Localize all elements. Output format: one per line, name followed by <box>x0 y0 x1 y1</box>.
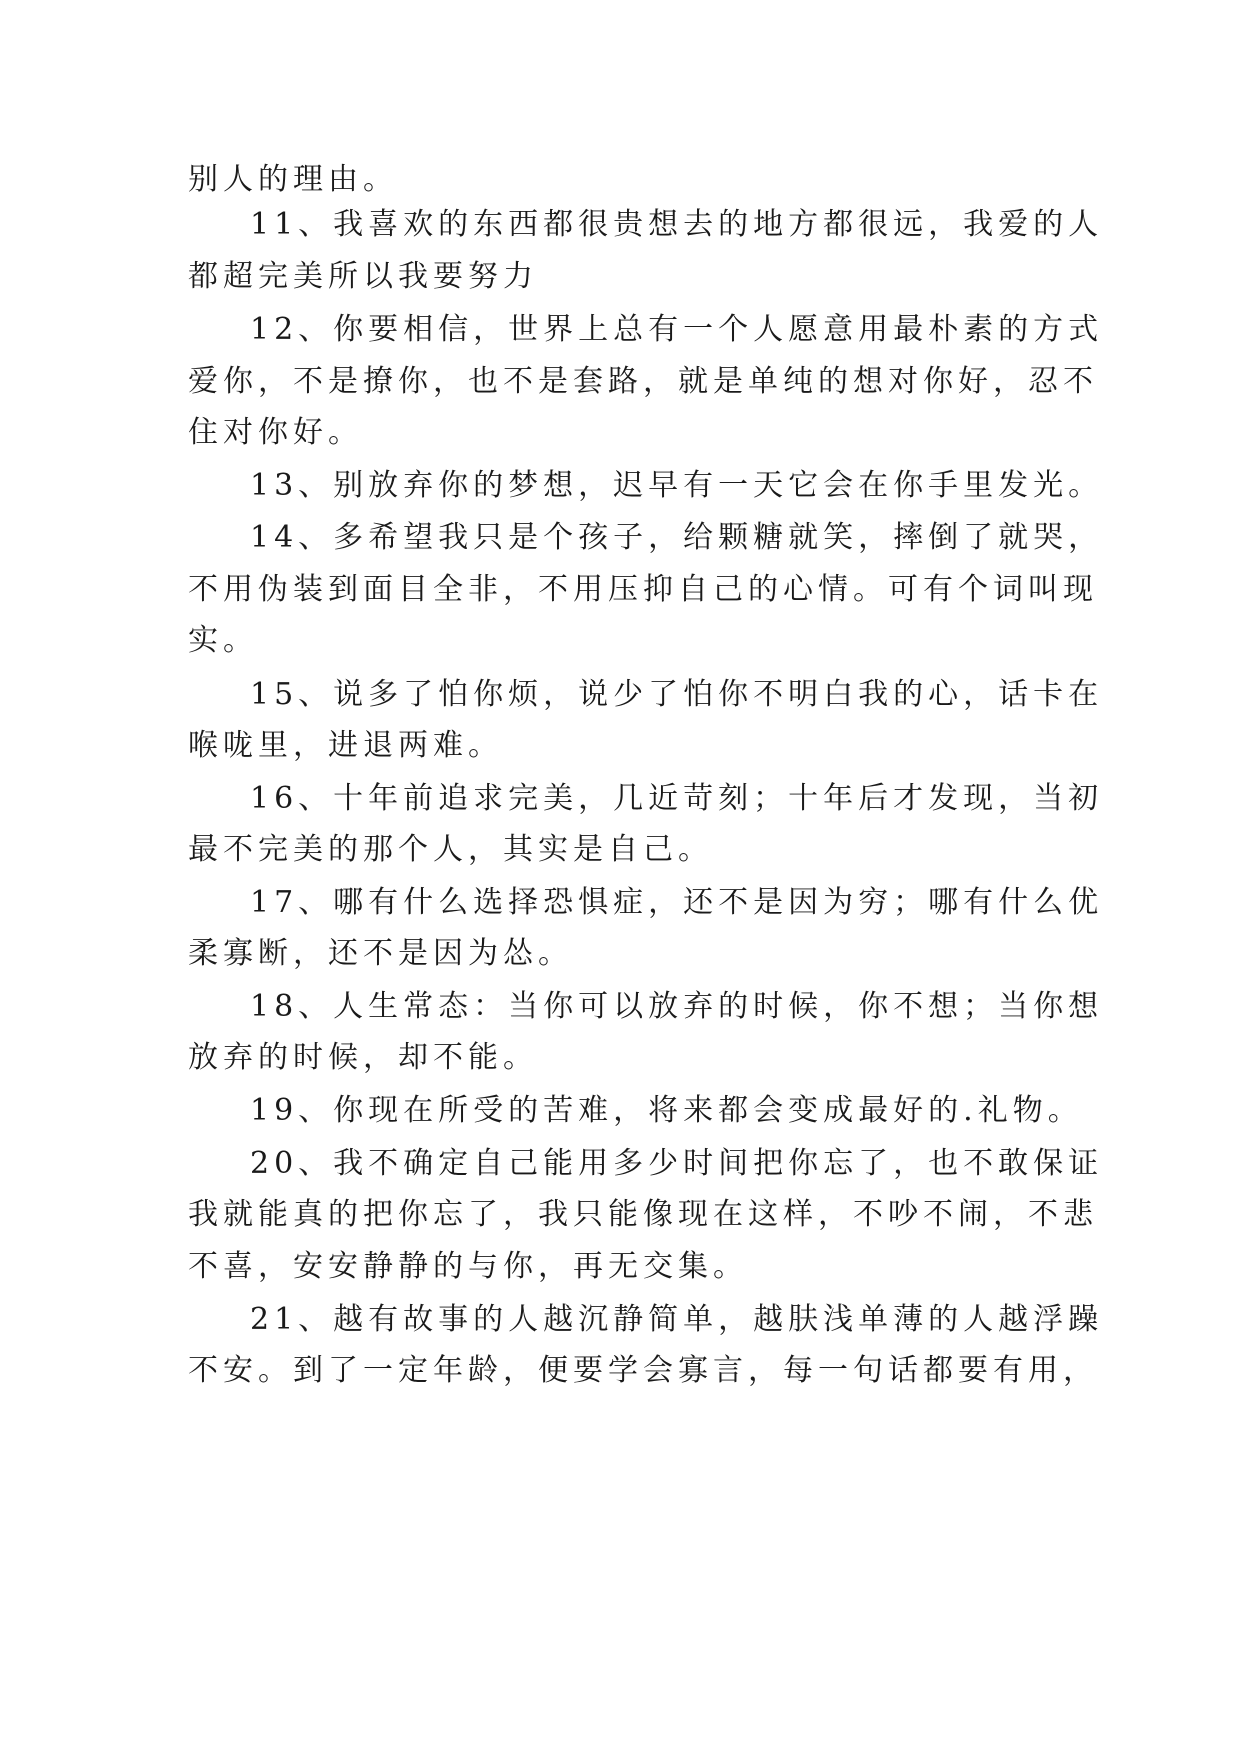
item-16-line-1: 16、十年前追求完美，几近苛刻；十年后才发现，当初 <box>250 781 1104 816</box>
item-20-line-2: 我就能真的把你忘了，我只能像现在这样，不吵不闹，不悲 <box>188 1197 1098 1232</box>
item-15-line-1: 15、说多了怕你烦，说少了怕你不明白我的心，话卡在 <box>250 677 1104 712</box>
item-20-line-1: 20、我不确定自己能用多少时间把你忘了，也不敢保证 <box>250 1146 1104 1181</box>
item-21-line-1: 21、越有故事的人越沉静简单，越肤浅单薄的人越浮躁 <box>250 1302 1104 1337</box>
item-13-line-1: 13、别放弃你的梦想，迟早有一天它会在你手里发光。 <box>250 468 1104 503</box>
item-21-line-2: 不安。到了一定年龄，便要学会寡言，每一句话都要有用， <box>188 1353 1098 1388</box>
item-14-line-2: 不用伪装到面目全非，不用压抑自己的心情。可有个词叫现 <box>188 572 1098 607</box>
item-19-line-1: 19、你现在所受的苦难，将来都会变成最好的.礼物。 <box>250 1093 1083 1128</box>
item-18-line-1: 18、人生常态：当你可以放弃的时候，你不想；当你想 <box>250 989 1104 1024</box>
item-15-line-2: 喉咙里，进退两难。 <box>188 728 503 763</box>
item-12-line-3: 住对你好。 <box>188 415 363 450</box>
item-14-line-3: 实。 <box>188 623 258 658</box>
item-17-line-2: 柔寡断，还不是因为怂。 <box>188 936 573 971</box>
item-17-line-1: 17、哪有什么选择恐惧症，还不是因为穷；哪有什么优 <box>250 885 1104 920</box>
item-12-line-1: 12、你要相信，世界上总有一个人愿意用最朴素的方式 <box>250 312 1104 347</box>
item-14-line-1: 14、多希望我只是个孩子，给颗糖就笑，摔倒了就哭， <box>250 520 1104 555</box>
item-16-line-2: 最不完美的那个人，其实是自己。 <box>188 832 713 867</box>
item-12-line-2: 爱你，不是撩你，也不是套路，就是单纯的想对你好，忍不 <box>188 364 1098 399</box>
item-11-line-2: 都超完美所以我要努力 <box>188 259 538 294</box>
item-20-line-3: 不喜，安安静静的与你，再无交集。 <box>188 1249 748 1284</box>
item-18-line-2: 放弃的时候，却不能。 <box>188 1040 538 1075</box>
text-line: 别人的理由。 <box>188 162 398 197</box>
item-11-line-1: 11、我喜欢的东西都很贵想去的地方都很远，我爱的人 <box>250 207 1104 242</box>
